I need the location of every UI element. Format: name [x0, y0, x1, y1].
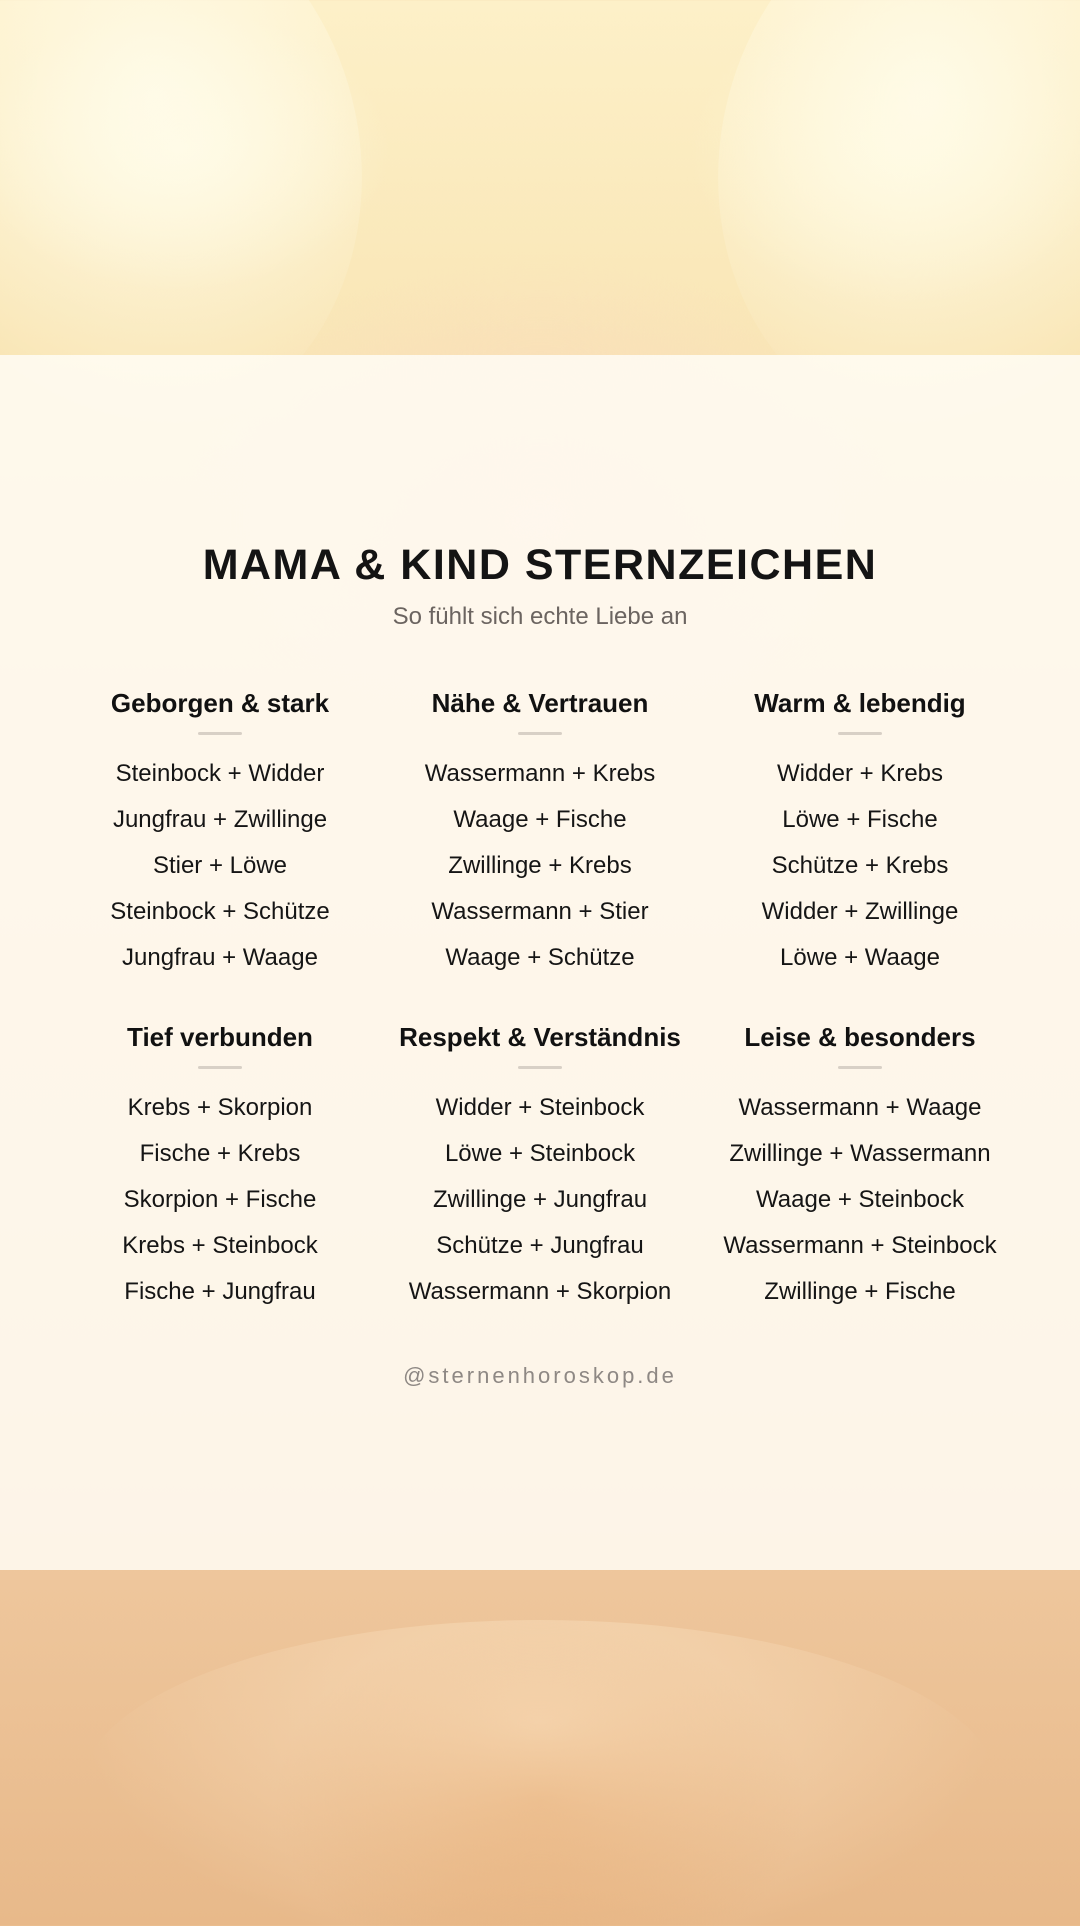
pair-item: Löwe + Fische	[782, 806, 938, 833]
pair-item: Wassermann + Skorpion	[408, 1278, 672, 1305]
group-divider	[198, 732, 242, 735]
group-divider	[838, 1066, 882, 1069]
pair-item: Jungfrau + Zwillinge	[112, 806, 328, 833]
pair-item: Krebs + Steinbock	[122, 1232, 318, 1259]
pair-item: Steinbock + Widder	[115, 760, 325, 787]
pair-item: Löwe + Steinbock	[444, 1140, 636, 1167]
pair-item: Skorpion + Fische	[123, 1186, 317, 1213]
page-title: MAMA & KIND STERNZEICHEN	[202, 541, 878, 589]
pair-item: Fische + Krebs	[139, 1140, 301, 1167]
grid-row	[60, 1020, 1020, 1354]
pair-item: Löwe + Waage	[780, 944, 940, 971]
pair-item: Steinbock + Schütze	[110, 898, 330, 925]
group-naehe-vertrauen	[380, 686, 700, 1020]
pair-item: Jungfrau + Waage	[122, 944, 318, 971]
group-title: Nähe & Vertrauen	[431, 688, 649, 718]
group-respekt-verstaendnis	[380, 1020, 700, 1354]
group-title: Geborgen & stark	[110, 688, 330, 718]
group-tief-verbunden	[60, 1020, 380, 1354]
group-warm-lebendig	[700, 686, 1020, 1020]
group-title: Warm & lebendig	[754, 688, 966, 718]
group-geborgen-stark	[60, 686, 380, 1020]
pair-item: Zwillinge + Jungfrau	[432, 1186, 648, 1213]
pair-item: Widder + Krebs	[776, 760, 944, 787]
group-divider	[518, 732, 562, 735]
pair-item: Wassermann + Krebs	[424, 760, 656, 787]
pair-item: Widder + Zwillinge	[761, 898, 959, 925]
grid-row	[60, 686, 1020, 1020]
group-divider	[838, 732, 882, 735]
group-divider	[198, 1066, 242, 1069]
group-leise-besonders	[700, 1020, 1020, 1354]
pair-item: Krebs + Skorpion	[127, 1094, 313, 1121]
pair-item: Waage + Fische	[453, 806, 627, 833]
pairs-grid	[60, 686, 1020, 1354]
pair-item: Stier + Löwe	[152, 852, 288, 879]
pair-item: Wassermann + Steinbock	[723, 1232, 997, 1259]
pair-item: Zwillinge + Fische	[764, 1278, 956, 1305]
page-subtitle: So fühlt sich echte Liebe an	[392, 603, 688, 630]
pair-item: Zwillinge + Wassermann	[729, 1140, 991, 1167]
pair-item: Waage + Steinbock	[756, 1186, 964, 1213]
pair-item: Widder + Steinbock	[435, 1094, 645, 1121]
social-handle: @sternenhoroskop.de	[403, 1363, 677, 1388]
pair-item: Zwillinge + Krebs	[448, 852, 632, 879]
group-title: Respekt & Verständnis	[399, 1022, 681, 1052]
background-fabric	[80, 1620, 1000, 1926]
pair-item: Fische + Jungfrau	[124, 1278, 316, 1305]
group-title: Tief verbunden	[127, 1022, 313, 1052]
pair-item: Wassermann + Stier	[431, 898, 649, 925]
pair-item: Schütze + Krebs	[771, 852, 949, 879]
group-divider	[518, 1066, 562, 1069]
pair-item: Schütze + Jungfrau	[436, 1232, 644, 1259]
group-title: Leise & besonders	[744, 1022, 976, 1052]
pair-item: Waage + Schütze	[445, 944, 635, 971]
pair-item: Wassermann + Waage	[738, 1094, 982, 1121]
